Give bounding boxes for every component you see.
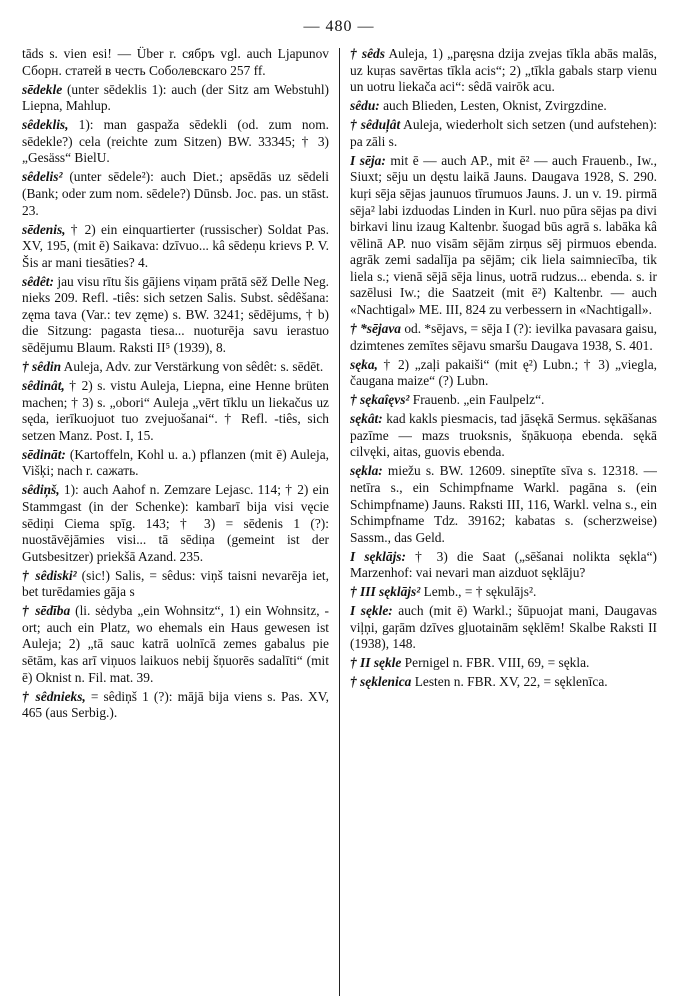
dictionary-entry [350,655,657,672]
entry-text: auch Blieden, Lesten, Oknist, Zvirgzdine. [379,98,607,114]
entry-text: = sêdiņš 1 (?): mājā bija viens s. Pas. XV, 465 (aus Serbig.). [22,688,329,721]
dictionary-entry [350,674,657,691]
entry-headword: † *sējava [350,321,401,337]
entry-headword: † sękaîęvs² [350,392,410,408]
column-divider [339,48,340,996]
entry-text: od. *sējavs, = sēja I (?): ievilka pavasara gaisu, dzimtenes zemītes sējavu smaršu Daugava 1938, S. 401. [350,321,657,353]
entry-text: Auleja, Adv. zur Verstärkung von sêdêt: s. sēdēt. [61,359,324,375]
entry-text: miežu s. BW. 12609. sineptīte sīva s. 12318. — netīra s., ein Schimpfname Warkl. pagāna s. (ein Schimpfname) Jauns. Raksti III, 116, Warkl. velna s., ein Schimpfname Tdz. 39162; kabatas s. (scherzweise) Sassm., das Geld. [350,463,657,545]
dictionary-entry [22,568,329,601]
entry-headword: † sêdin [22,359,62,375]
entry-text: (li. sėdyba „ein Wohnsitz“, 1) ein Wohnsitz, -ort; auch ein Platz, wo ehemals ein Haus gewesen ist Auleja; 2) „tā sauc katrā uolnīcā zemes gabalus pie sētām, kas arī viņuos laikuos nebij šņuorēs sadalīti“ (mit ē) Oknist n. Fil. mat. 39. [22,603,329,685]
dictionary-entry [350,603,657,653]
entry-text: (unter sēdeklis 1): auch (der Sitz am Webstuhl) Liepna, Mahlup. [22,81,329,114]
dictionary-entry [350,392,657,409]
entry-headword: † sęklenica [350,674,412,690]
dictionary-entry [22,603,329,686]
dictionary-entry [22,46,329,79]
dictionary-entry [22,447,329,480]
dictionary-entry [350,549,657,582]
entry-headword: † sêds [350,46,385,61]
entry-headword: † sêduļât [350,117,401,133]
entry-text: † 3) die Saat („sēšanai nolikta sękla“) Marzenhof: vai nevari man aizduot sęklāju? [350,548,657,581]
entry-headword: sêdu: [350,98,380,114]
dictionary-entry [350,98,657,115]
entry-headword: sêdinât, [22,378,65,394]
entry-text: tāds s. vien esi! — Über r. сябръ vgl. auch Ljapunov Сборн. статей в честь Соболевскаго 257 ff. [22,46,329,78]
dictionary-entry [22,82,329,115]
entry-headword: † sēdība [22,603,71,619]
entry-text: † 2) s. vistu Auleja, Liepna, eine Henne brüten machen; † 3) s. „obori“ Auleja „vērt tīklu un liekačus uz sęda, ierīkuojuot tuo zvejuošanai“. † Refl. -tiês, sich setzen Manz. Post. I, 15. [22,378,329,443]
entry-headword: sękât: [350,411,383,427]
dictionary-entry [350,357,657,390]
dictionary-entry [22,359,329,376]
entry-text: Lemb., = † sękulājs². [420,584,537,600]
dictionary-entry [350,411,657,461]
entry-headword: † sêdiski² [22,567,77,583]
dictionary-entry [22,378,329,444]
dictionary-entry [22,274,329,357]
entry-text: jau visu rītu šis gājiens viņam prātā sēž Delle Neg. nieks 209. Refl. -tiês: sich setzen Salis. Subst. sêdêšana: zęma tava (Var.: tev zęme) s. BW. 3241; sēdējums, † b) die Sitzung: pagasta tiesa... nuoturēja savu ierastuo sēdējumu Blaum. Raksti II⁵ (1939), 8. [22,273,329,356]
entry-text: auch (mit ē) Warkl.; šūpuojat mani, Daugavas viļņi, gaŗām dzīves gļuotainām sęklēm! Skalbe Raksti II (1938), 148. [350,603,657,652]
entry-text: kad kakls piesmacis, tad jāsękā Sermus. sękāšanas pazīme — mazs truoksnis, šņākuoņa ebenda. sękā cilvęki, aitas, guovis ebenda. [350,411,657,460]
dictionary-entry [350,321,657,354]
dictionary-entry [22,117,329,167]
entry-text: 1): man gaspaža sēdekli (od. zum nom. sēdekle?) cela (reichte zum Sitzen) BW. 33345; † 3) „Gesäss“ BielU. [22,117,329,166]
entry-text: (Kartoffeln, Kohl u. a.) pflanzen (mit ē) Auleja, Višķi; nach r. сажать. [22,446,329,479]
entry-headword: I sęklājs: [350,548,406,564]
entry-text: Auleja, 1) „paręsna dzija zvejas tīkla abās malās, uz kuŗas savērtas tīkla acis“; 2) „tīkla gabals starp vienu un uotru liekača aci“: sêdā vairōk acu. [350,46,657,95]
entry-text: Pernigel n. FBR. VIII, 69, = sękla. [401,655,590,671]
dictionary-entry [350,117,657,150]
entry-text: Frauenb. „ein Faulpelz“. [409,392,545,408]
entry-text: (unter sēdele²): auch Diet.; apsēdās uz sēdeli (Bank; oder zum nom. sēdele?) Dūnsb. Joc. pas. un stāst. 23. [22,169,329,218]
entry-text: (sic!) Salis, = sêdus: viņš taisni nevarēja iet, bet turēdamies gāja s [22,567,329,600]
dictionary-entry [350,463,657,546]
entry-headword: † sêdnieks, [22,688,86,704]
right-column [350,46,657,998]
entry-text: † 2) „zaļi pakaiši“ (mit ę²) Lubn.; † 3) „viegla, čaugana maize“ (?) Lubn. [350,356,657,389]
dictionary-entry [22,482,329,565]
dictionary-entry [22,169,329,219]
entry-headword: I sēja: [350,152,386,168]
entry-headword: † II sękle [350,655,402,671]
entry-headword: I sękle: [350,603,393,619]
entry-headword: sêdeklis, [22,117,69,133]
dictionary-entry [350,46,657,96]
entry-text: mit ē — auch AP., mit ē² — auch Frauenb., Iw., Siuxt; sēju un dęstu laikā Jauns. Daugava 1928, S. 290. kuŗi sēja sējas jaunuos tīrumuos Jauns. J. un v. 19. pirmā sēja² labi izduodas Linden in Kurl. nuo pūra sējas pa divi birkavi linu izaug Kaltenbr. šuogad būs agrā s. labāka kâ vēlinā AP. nuo visām sējām zirņus sēj pirmuos ebenda. agrāk zemi sadalīja pa sējām; cik liela saimniecība, tik liela s.; vienā sējā sēja linus, uotrā rudzus... ebenda. s. ir sazēlusi Iw.; die Saatzeit (mit ē²) Kaltenbr. — auch «Nachtigal» ME. III, 824 zu verbessern in «Nachtigall». [350,152,657,318]
entry-text: † 2) ein einquartierter (russischer) Soldat Pas. XV, 195, (mit ē) Saikava: dzīvuo... kâ sēdeņu krievs P. V. Šis ar mani tiesāties? 4. [22,221,329,270]
page-number: — 480 — [303,18,375,35]
entry-text: Auleja, wiederholt sich setzen (und aufstehen): pa zāli s. [350,117,657,149]
dictionary-entry [22,689,329,722]
dictionary-entry [22,222,329,272]
entry-headword: sękla: [350,463,383,479]
entry-headword: sêdelis² [22,169,63,185]
entry-headword: sēdenis, [22,221,66,237]
entry-headword: sêdêt: [22,273,54,289]
dictionary-entry [350,584,657,601]
entry-text: 1): auch Aahof n. Zemzare Lejasc. 114; † 2) ein Stammgast (in der Schenke): kambarī bija visi vęcie sēdiņi Ciema spīg. 143; † 3) = sēdenis 1 (?): nuostāvējāmies visi... tā sēdiņa (gemeint ist der Gutsbesitzer) priekšā Azand. 235. [22,482,329,564]
entry-headword: † III sęklājs² [350,584,421,600]
entry-headword: sęka, [350,356,378,372]
entry-headword: sēdekle [22,81,63,97]
entry-text: Lesten n. FBR. XV, 22, = sęklenīca. [411,674,608,690]
entry-headword: sêdiņš, [22,482,60,498]
left-column [22,46,329,998]
entry-headword: sēdināt: [22,446,66,462]
dictionary-entry [350,153,657,319]
